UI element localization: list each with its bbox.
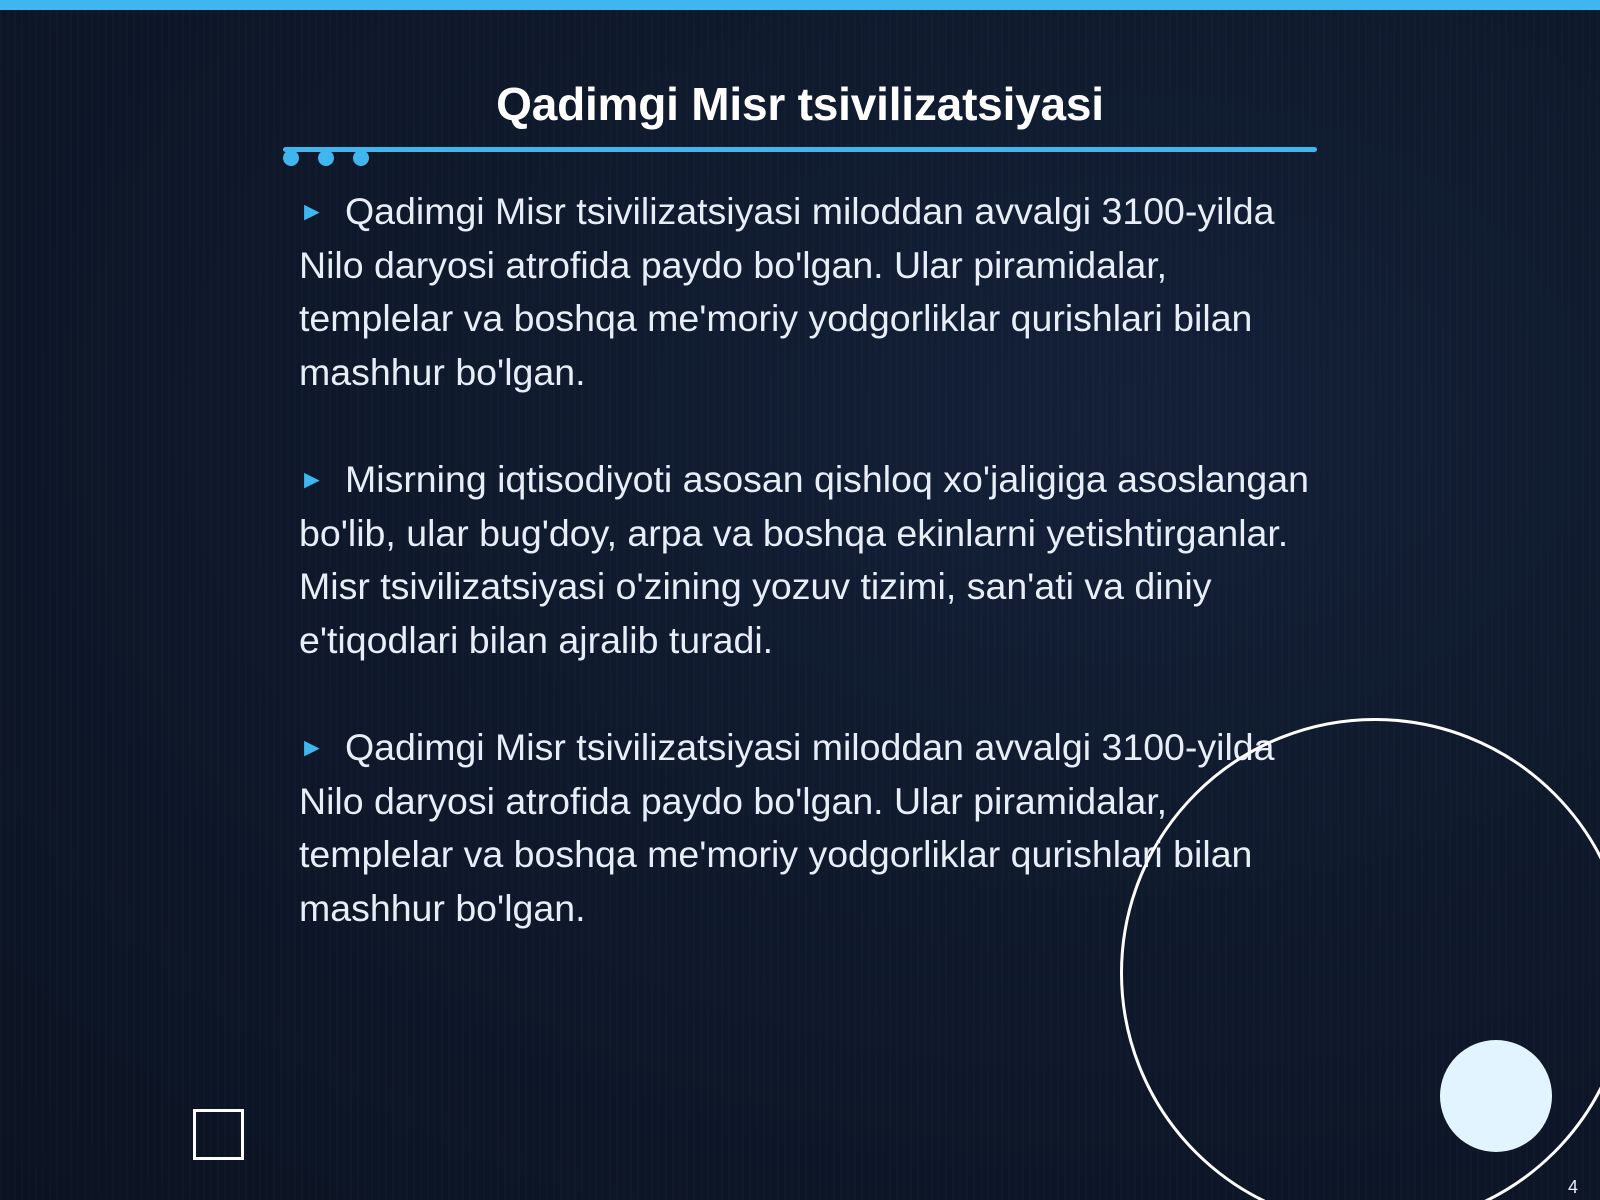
bullet-arrow-icon: ► [299, 464, 325, 494]
decorative-square [193, 1109, 244, 1160]
bullet-arrow-icon: ► [299, 196, 325, 226]
bullet-arrow-icon: ► [299, 732, 325, 762]
bullet-item [299, 185, 1309, 399]
title-underline [283, 147, 1317, 152]
decorative-circle-filled [1440, 1040, 1552, 1152]
top-accent-bar [0, 0, 1600, 10]
decorative-dot [318, 150, 334, 166]
slide-title: Qadimgi Misr tsivilizatsiyasi [496, 78, 1104, 130]
decorative-dot [353, 150, 369, 166]
bullet-text: Qadimgi Misr tsivilizatsiyasi miloddan avvalgi 3100-yilda Nilo daryosi atrofida paydo bo'lgan. Ular piramidalar, templelar va boshqa me'moriy yodgorliklar qurishlari bilan mashhur bo'lgan. [299, 726, 1275, 929]
bullet-item [299, 453, 1309, 667]
slide-number: 4 [1567, 1177, 1578, 1197]
bullet-text: Qadimgi Misr tsivilizatsiyasi miloddan avvalgi 3100-yilda Nilo daryosi atrofida paydo bo'lgan. Ular piramidalar, templelar va boshqa me'moriy yodgorliklar qurishlari bilan mashhur bo'lgan. [299, 190, 1275, 393]
decorative-dot [283, 150, 299, 166]
bullet-text: Misrning iqtisodiyoti asosan qishloq xo'jaligiga asoslangan bo'lib, ular bug'doy, arpa va boshqa ekinlarni yetishtirganlar. Misr tsivilizatsiyasi o'zining yozuv tizimi, san'ati va diniy e'tiqodlari bilan ajralib turadi. [299, 458, 1309, 661]
